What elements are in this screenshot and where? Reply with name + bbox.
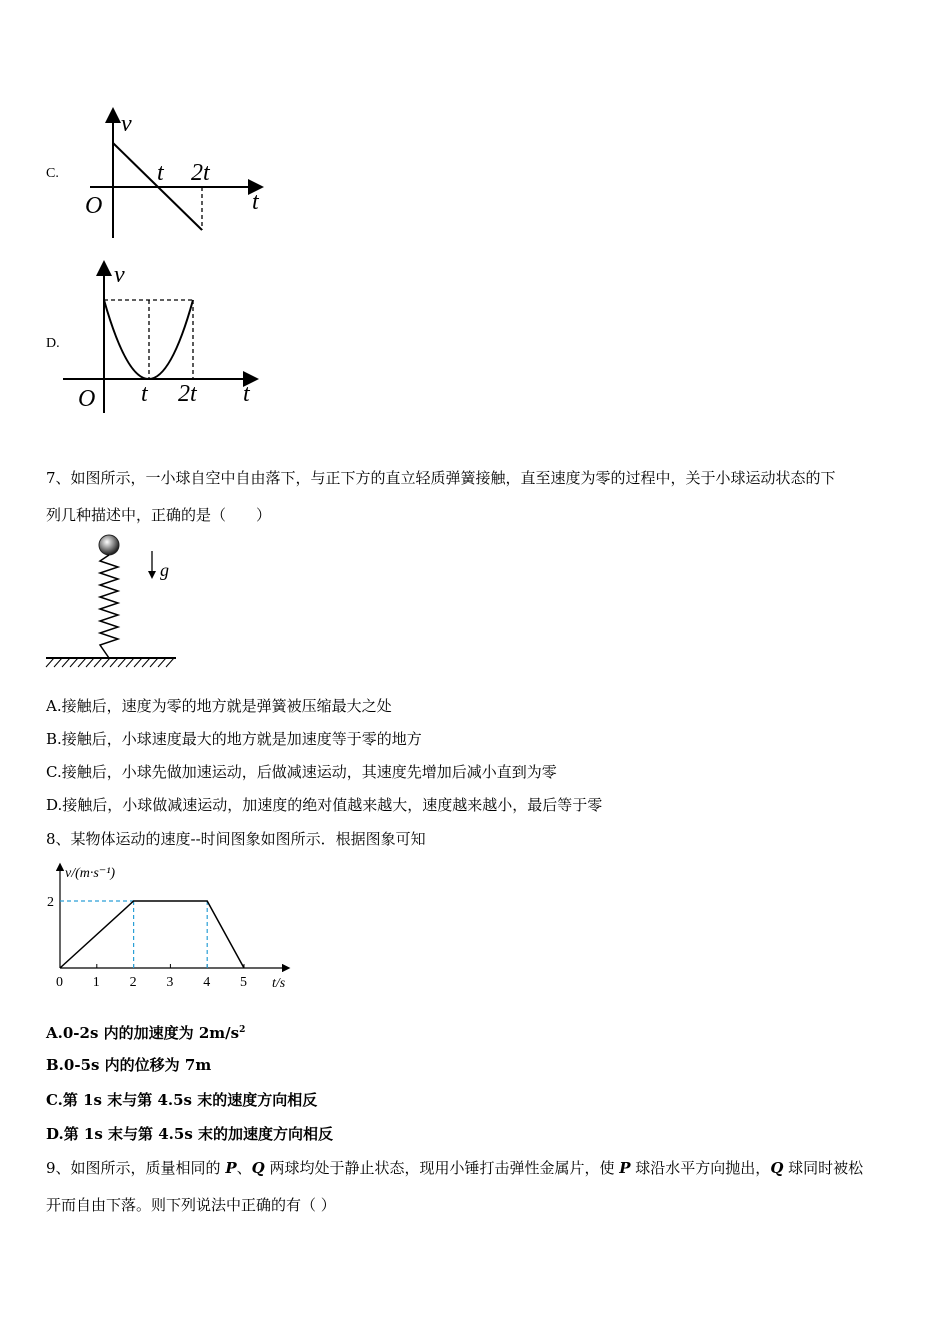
q9-stem-line1: 9、如图所示，质量相同的 P、Q 两球均处于静止状态，现用小锤打击弹性金属片，使 P 球沿水平方向抛出，Q 球同时被松 [46, 1159, 864, 1177]
ground-hatch [46, 658, 174, 667]
x-tick-label: 5 [240, 975, 247, 990]
graph-d [60, 258, 265, 416]
q7-stem-line1: 7、如图所示，一小球自空中自由落下，与正下方的直立轻质弹簧接触，直至速度为零的过程中，关于小球运动状态的下 [46, 469, 836, 487]
g-label: g [160, 560, 169, 580]
spring [100, 555, 118, 658]
tick-2t: 2t [178, 381, 197, 407]
velocity-curve [104, 300, 193, 379]
option-c-label: C. [46, 166, 59, 181]
q7-option-b: B.接触后，小球速度最大的地方就是加速度等于零的地方 [46, 730, 422, 748]
ball [99, 535, 119, 555]
series-line [60, 901, 244, 968]
q8-option-a-sup: 2 [239, 1025, 246, 1035]
tick-t: t [141, 381, 148, 407]
q8-option-c: C.第 1s 末与第 4.5s 末的速度方向相反 [46, 1091, 318, 1109]
origin-label: O [78, 386, 96, 412]
vt-chart [40, 860, 300, 995]
q8-option-a: A.0-2s 内的加速度为 $2m/s^2$ [46, 1024, 246, 1042]
q8-option-d: D.第 1s 末与第 4.5s 末的加速度方向相反 [46, 1125, 334, 1143]
t-axis-label: t [243, 381, 250, 407]
x-tick-label: 1 [92, 975, 100, 990]
q7-option-c: C.接触后，小球先做加速运动，后做减速运动，其速度先增加后减小直到为零 [46, 763, 557, 781]
tick-2t: 2t [191, 160, 210, 186]
y-axis-label: v/(m·s⁻¹) [65, 866, 116, 881]
option-d-label: D. [46, 336, 60, 351]
origin-label: O [85, 193, 103, 219]
q8-stem: 8、某物体运动的速度--时间图象如图所示．根据图象可知 [46, 830, 426, 848]
x-tick-label: 2 [129, 975, 137, 990]
q7-option-a: A.接触后，速度为零的地方就是弹簧被压缩最大之处 [46, 697, 392, 715]
graph-c [80, 105, 270, 245]
q7-stem-line2: 列几种描述中，正确的是（ ） [46, 506, 272, 524]
spring-ball-figure [44, 533, 184, 668]
x-tick-label: 3 [166, 975, 174, 990]
tick-t: t [157, 160, 164, 186]
v-axis-label: v [121, 111, 132, 137]
q9-stem-line2: 开而自由下落。则下列说法中正确的有（ ） [46, 1196, 336, 1214]
x-axis-label: t/s [272, 976, 286, 991]
q7-option-d: D.接触后，小球做减速运动，加速度的绝对值越来越大，速度越来越小，最后等于零 [46, 796, 603, 814]
q8-option-b: B.0-5s 内的位移为 7m [46, 1056, 212, 1074]
t-axis-label: t [252, 189, 259, 215]
x-tick-label: 0 [56, 975, 63, 990]
x-tick-label: 4 [203, 975, 211, 990]
y-tick-label: 2 [47, 895, 54, 910]
v-axis-label: v [114, 262, 125, 288]
